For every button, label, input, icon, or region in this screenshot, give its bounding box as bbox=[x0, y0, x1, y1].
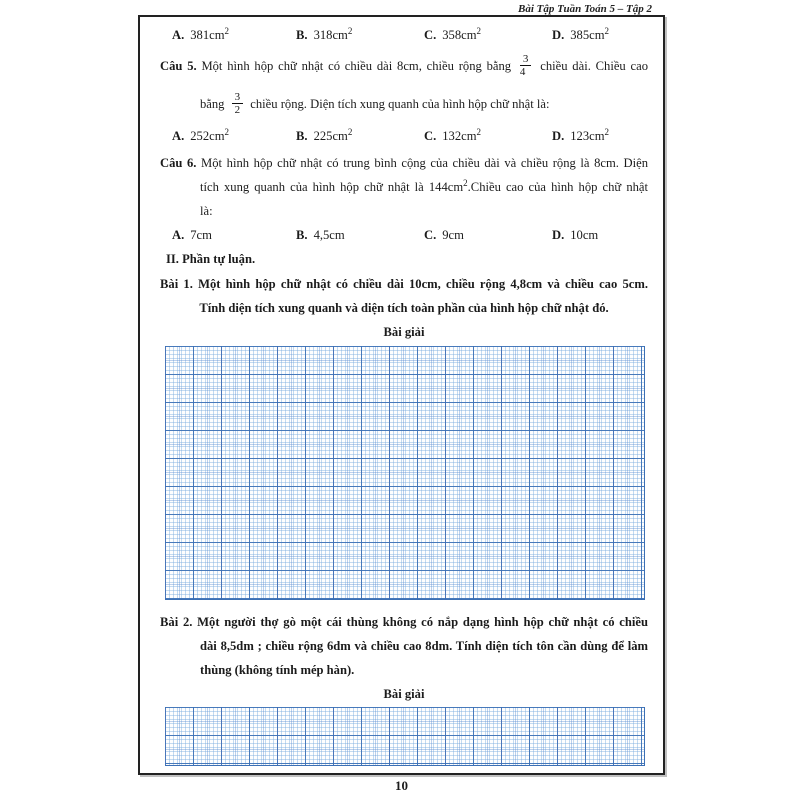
page-number: 10 bbox=[395, 778, 408, 793]
question-5-text: bằng bbox=[200, 97, 225, 111]
problem-2-solution-heading: Bài giải bbox=[383, 687, 425, 701]
fraction-denominator: 2 bbox=[234, 103, 241, 116]
question-5-text: chiều rộng. Diện tích xung quanh của hình hộp chữ nhật là: bbox=[250, 97, 550, 111]
choice-letter: B. bbox=[296, 228, 308, 242]
question-6-sup: 2 bbox=[463, 177, 468, 188]
problem-1-line-2: Tính diện tích xung quanh và diện tích toàn phần của hình hộp chữ nhật đó. bbox=[199, 301, 609, 315]
question-6-line-2 bbox=[160, 175, 648, 199]
choice-value: 381cm bbox=[190, 28, 225, 42]
choice-value: 225cm bbox=[313, 129, 348, 143]
choice-sup: 2 bbox=[224, 126, 230, 137]
choice-b bbox=[296, 223, 424, 247]
choice-value: 385cm bbox=[570, 28, 605, 42]
fraction-denominator: 4 bbox=[519, 65, 526, 78]
choice-sup: 2 bbox=[604, 126, 610, 137]
choice-row-1 bbox=[160, 23, 648, 47]
choice-value: 10cm bbox=[570, 228, 599, 242]
choice-d bbox=[552, 223, 598, 247]
choice-letter: D. bbox=[552, 28, 565, 42]
choice-value: 4,5cm bbox=[313, 228, 345, 242]
fraction-3-4 bbox=[520, 53, 532, 78]
choice-d bbox=[552, 124, 609, 148]
choice-sup: 2 bbox=[476, 126, 482, 137]
problem-1-solution-heading: Bài giải bbox=[383, 325, 425, 339]
choice-letter: D. bbox=[552, 228, 565, 242]
choice-value: 358cm bbox=[442, 28, 477, 42]
question-6-text: Một hình hộp chữ nhật có trung bình cộng của chiều dài và chiều rộng là 8cm. Diện bbox=[196, 156, 648, 170]
choice-letter: C. bbox=[424, 28, 437, 42]
choice-letter: D. bbox=[552, 129, 565, 143]
choice-c bbox=[424, 223, 552, 247]
choice-letter: B. bbox=[296, 28, 308, 42]
problem-2-line-3: thùng (không tính mép hàn). bbox=[200, 663, 355, 677]
fraction-numerator: 3 bbox=[232, 91, 244, 104]
choice-letter: C. bbox=[424, 129, 437, 143]
choice-b bbox=[296, 124, 424, 148]
question-6-label: Câu 6. bbox=[160, 156, 197, 170]
choice-row-3 bbox=[160, 223, 648, 247]
content-frame bbox=[138, 15, 665, 775]
solution-grid-2 bbox=[165, 707, 645, 766]
question-5-line-1 bbox=[160, 47, 648, 85]
choice-d bbox=[552, 23, 609, 47]
question-5-line-2 bbox=[160, 85, 648, 123]
choice-value: 9cm bbox=[442, 228, 464, 242]
fraction-3-2 bbox=[232, 91, 244, 116]
choice-sup: 2 bbox=[347, 25, 353, 36]
choice-letter: A. bbox=[172, 28, 185, 42]
choice-value: 7cm bbox=[190, 228, 212, 242]
choice-value: 252cm bbox=[190, 129, 225, 143]
choice-letter: B. bbox=[296, 129, 308, 143]
question-6-line-3 bbox=[160, 199, 648, 223]
choice-letter: C. bbox=[424, 228, 437, 242]
choice-letter: A. bbox=[172, 129, 185, 143]
problem-2-line-1: Bài 2. Một người thợ gò một cái thùng không có nắp dạng hình hộp chữ nhật có chiều bbox=[160, 615, 648, 629]
question-6-text: .Chiều cao của hình hộp chữ nhật bbox=[467, 180, 649, 194]
problem-1-line-1: Bài 1. Một hình hộp chữ nhật có chiều dài 10cm, chiều rộng 4,8cm và chiều cao 5cm. bbox=[160, 277, 648, 291]
choice-a bbox=[172, 223, 296, 247]
section-2-heading: II. Phần tự luận. bbox=[166, 252, 256, 266]
choice-row-2 bbox=[160, 124, 648, 148]
question-6-text: tích xung quanh của hình hộp chữ nhật là 144cm bbox=[200, 180, 464, 194]
choice-sup: 2 bbox=[224, 25, 230, 36]
choice-value: 318cm bbox=[313, 28, 348, 42]
choice-value: 132cm bbox=[442, 129, 477, 143]
question-5-label: Câu 5. bbox=[160, 59, 197, 73]
choice-letter: A. bbox=[172, 228, 185, 242]
choice-c bbox=[424, 23, 552, 47]
solution-grid-1 bbox=[165, 346, 645, 600]
choice-sup: 2 bbox=[604, 25, 610, 36]
choice-sup: 2 bbox=[476, 25, 482, 36]
question-6-text: là: bbox=[200, 204, 213, 218]
problem-2-line-2: dài 8,5dm ; chiều rộng 6dm và chiều cao 8dm. Tính diện tích tôn cần dùng để làm bbox=[200, 639, 648, 653]
choice-value: 123cm bbox=[570, 129, 605, 143]
question-5-text: chiều dài. Chiều cao bbox=[540, 59, 648, 73]
choice-sup: 2 bbox=[347, 126, 353, 137]
choice-c bbox=[424, 124, 552, 148]
running-header: Bài Tập Tuần Toán 5 – Tập 2 bbox=[518, 3, 652, 15]
question-6-line-1 bbox=[160, 151, 648, 175]
choice-a bbox=[172, 23, 296, 47]
fraction-numerator: 3 bbox=[520, 53, 532, 66]
question-5-text: Một hình hộp chữ nhật có chiều dài 8cm, chiều rộng bằng bbox=[196, 59, 512, 73]
choice-b bbox=[296, 23, 424, 47]
choice-a bbox=[172, 124, 296, 148]
